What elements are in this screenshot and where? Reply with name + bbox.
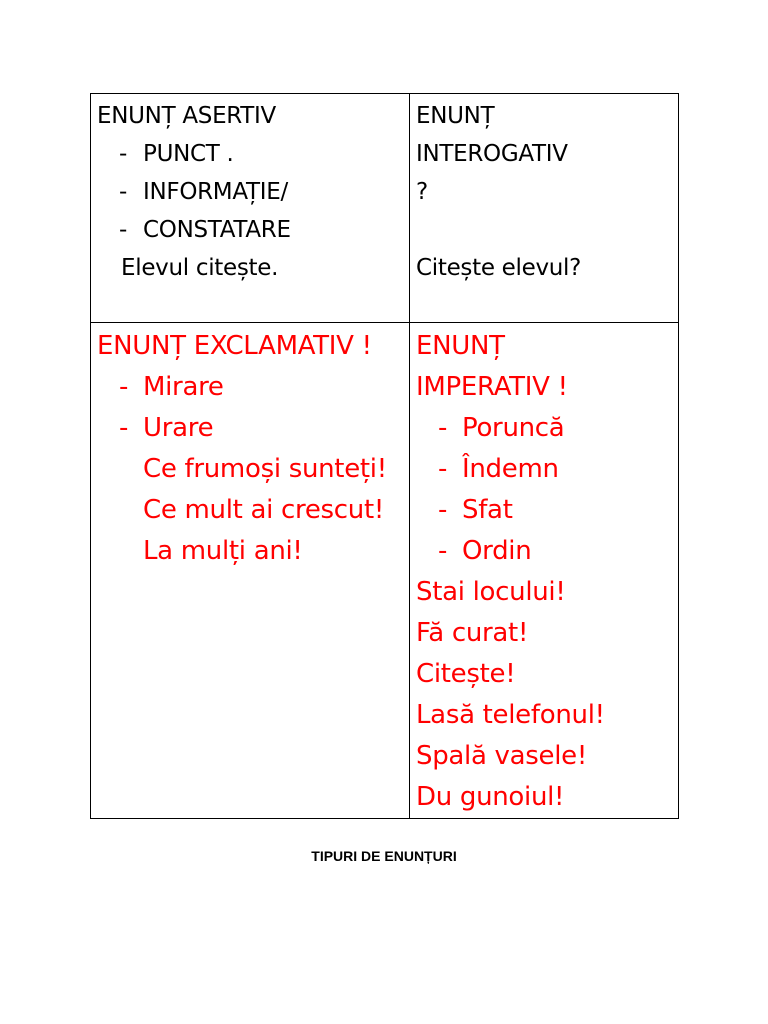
cell-exclamative <box>91 323 410 819</box>
blank-line <box>416 211 678 249</box>
exclamative-item-text: Urare <box>143 413 214 443</box>
imperative-item-text: Poruncă <box>462 413 565 443</box>
assertive-item-text: PUNCT . <box>143 141 234 167</box>
exclamative-example-2: Ce mult ai crescut! <box>143 495 384 525</box>
imperative-item-text: Sfat <box>462 495 513 525</box>
exclamative-item-1 <box>97 367 409 408</box>
imperative-example-1: Stai locului! <box>416 577 566 607</box>
assertive-title: ENUNȚ ASERTIV <box>97 103 276 129</box>
assertive-item-text: CONSTATARE <box>143 217 291 243</box>
imperative-title-line1: ENUNȚ <box>416 331 505 361</box>
interrogative-example: Citește elevul? <box>416 255 582 281</box>
sentence-types-table <box>90 93 679 819</box>
imperative-item-1 <box>416 408 678 449</box>
imperative-example-3: Citește! <box>416 659 516 689</box>
list-marker: - <box>438 495 448 525</box>
imperative-example-6: Du gunoiul! <box>416 782 565 812</box>
document-caption: TIPURI DE ENUNȚURI <box>311 848 457 864</box>
exclamative-example-3: La mulți ani! <box>143 536 303 566</box>
imperative-title-line2: IMPERATIV ! <box>416 372 568 402</box>
list-marker: - <box>119 179 127 205</box>
cell-assertive <box>91 94 410 323</box>
imperative-item-3 <box>416 490 678 531</box>
imperative-item-4 <box>416 531 678 572</box>
imperative-example-5: Spală vasele! <box>416 741 587 771</box>
list-marker: - <box>438 413 448 443</box>
cell-imperative <box>410 323 679 819</box>
exclamative-item-text: Mirare <box>143 372 224 402</box>
imperative-example-4: Lasă telefonul! <box>416 700 605 730</box>
assertive-example: Elevul citește. <box>121 255 279 281</box>
assertive-item-2 <box>97 173 409 211</box>
table-row <box>91 323 679 819</box>
imperative-example-2: Fă curat! <box>416 618 529 648</box>
list-marker: - <box>119 372 129 402</box>
assertive-item-1 <box>97 135 409 173</box>
exclamative-title: ENUNȚ EXCLAMATIV ! <box>97 331 372 361</box>
interrogative-title-line2: INTEROGATIV <box>416 141 568 167</box>
interrogative-title-line1: ENUNȚ <box>416 103 495 129</box>
list-marker: - <box>119 413 129 443</box>
imperative-item-text: Ordin <box>462 536 532 566</box>
list-marker: - <box>438 536 448 566</box>
list-marker: - <box>438 454 448 484</box>
assertive-item-3 <box>97 211 409 249</box>
imperative-item-2 <box>416 449 678 490</box>
exclamative-item-2 <box>97 408 409 449</box>
list-marker: - <box>119 217 127 243</box>
table-row <box>91 94 679 323</box>
exclamative-example-1: Ce frumoși sunteți! <box>143 454 387 484</box>
interrogative-mark: ? <box>416 179 428 205</box>
list-marker: - <box>119 141 127 167</box>
imperative-item-text: Îndemn <box>462 454 559 484</box>
assertive-item-text: INFORMAȚIE/ <box>143 179 288 205</box>
cell-interrogative <box>410 94 679 323</box>
